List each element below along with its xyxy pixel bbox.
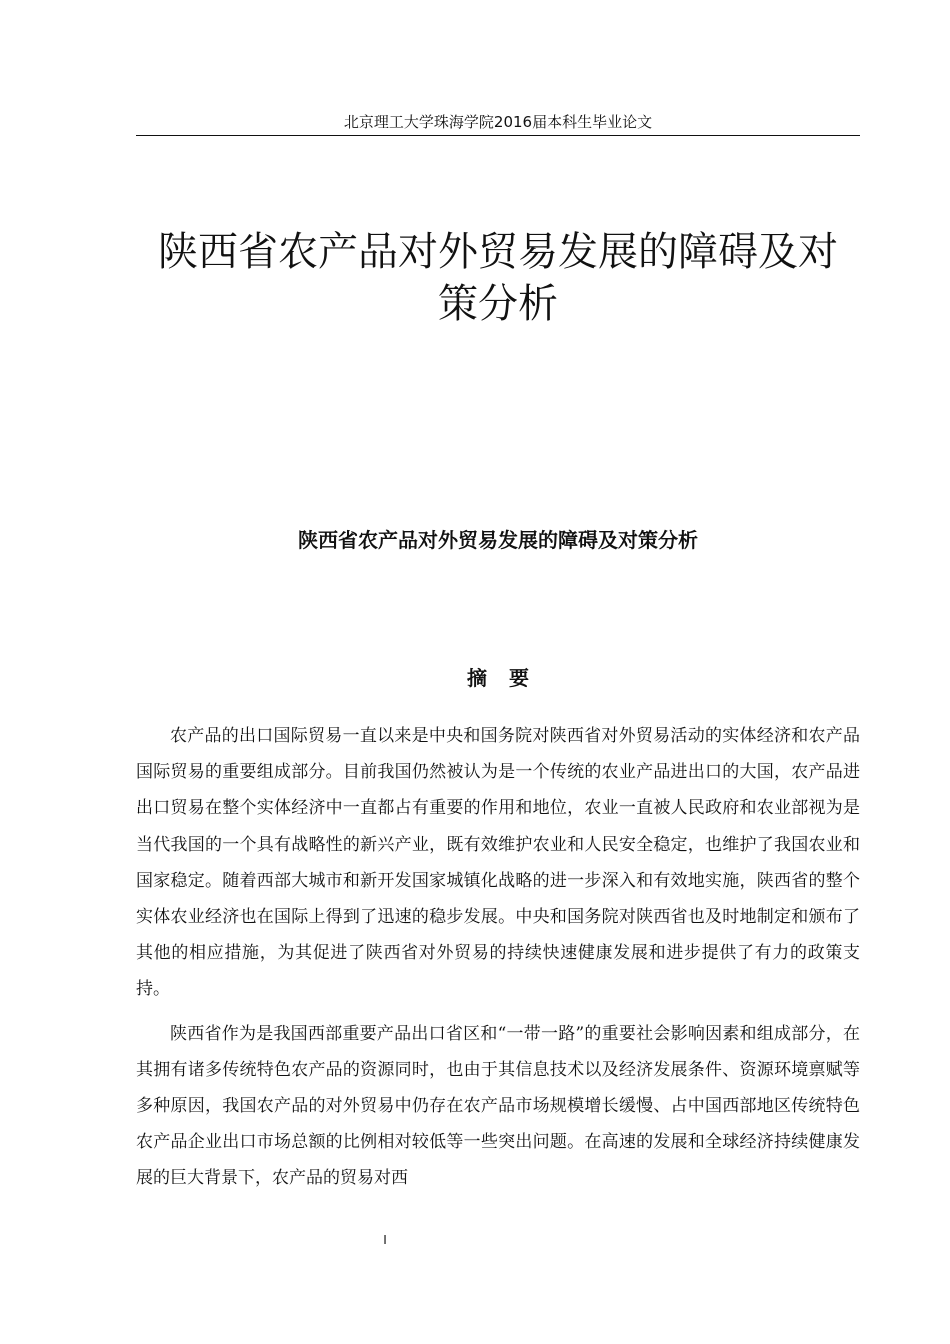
main-title <box>120 226 876 330</box>
page-number: I <box>383 1233 387 1247</box>
abstract-paragraph-1: 农产品的出口国际贸易一直以来是中央和国务院对陕西省对外贸易活动的实体经济和农产品国际贸易的重要组成部分。目前我国仍然被认为是一个传统的农业产品进出口的大国，农产品进出口贸易在整个实体经济中一直都占有重要的作用和地位，农业一直被人民政府和农业部视为是当代我国的一个具有战略性的新兴产业，既有效维护农业和人民安全稳定，也维护了我国农业和国家稳定。随着西部大城市和新开发国家城镇化战略的进一步深入和有效地实施，陕西省的整个实体农业经济也在国际上得到了迅速的稳步发展。中央和国务院对陕西省也及时地制定和颁布了其他的相应措施，为其促进了陕西省对外贸易的持续快速健康发展和进步提供了有力的政策支持。 <box>136 726 860 1000</box>
abstract-heading: 摘要 <box>467 666 551 690</box>
abstract-body <box>136 718 860 1205</box>
header-divider <box>136 135 860 136</box>
abstract-title: 陕西省农产品对外贸易发展的障碍及对策分析 <box>298 528 698 552</box>
abstract-paragraph-2: 陕西省作为是我国西部重要产品出口省区和“一带一路”的重要社会影响因素和组成部分，在其拥有诸多传统特色农产品的资源同时，也由于其信息技术以及经济发展条件、资源环境禀赋等多种原因，我国农产品的对外贸易中仍存在农产品市场规模增长缓慢、占中国西部地区传统特色农产品企业出口市场总额的比例相对较低等一些突出问题。在高速的发展和全球经济持续健康发展的巨大背景下，农产品的贸易对西 <box>136 1023 860 1189</box>
main-title-line-1: 陕西省农产品对外贸易发展的障碍及对 <box>158 229 838 275</box>
main-title-line-2: 策分析 <box>438 281 558 327</box>
running-header: 北京理工大学珠海学院2016届本科生毕业论文 <box>343 113 653 131</box>
